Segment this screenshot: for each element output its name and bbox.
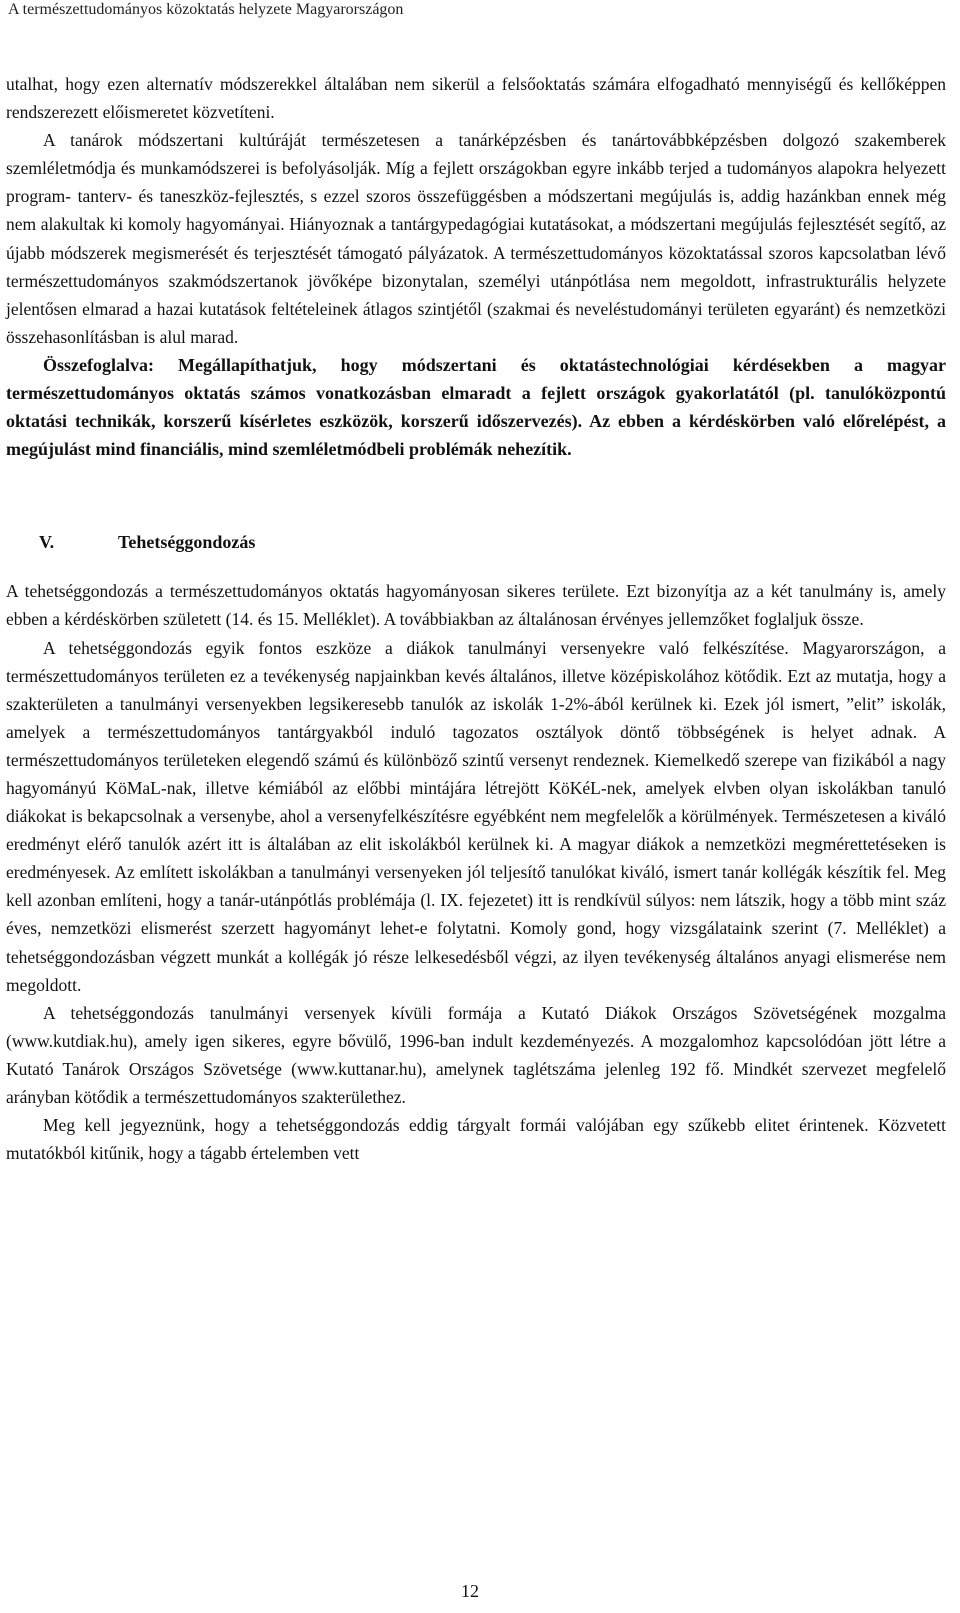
section-title: Tehetséggondozás [118, 532, 256, 553]
running-header: A természettudományos közoktatás helyzete Magyarországon [8, 1, 404, 18]
section-heading [6, 527, 946, 557]
paragraph-continuation: utalhat, hogy ezen alternatív módszerekkel általában nem sikerül a felsőoktatás számára elfogadható mennyiségű és kellőképpen rendszerezett előismeretet közvetíteni. [6, 74, 946, 123]
paragraph-research-students: A tehetséggondozás tanulmányi versenyek kívüli formája a Kutató Diákok Országos Szövetségének mozgalma (www.kutdiak.hu), amely igen sikeres, egyre bővülő, 1996-ban indult kezdeményezés. A mozgalomhoz kapcsolódóan jött létre a Kutató Tanárok Országos Szövetsége (www.kuttanar.hu), amelynek taglétszáma jelenleg 192 fő. Mindkét szervezet megfelelő arányban kötődik a természettudományos szakterülethez. [6, 1002, 946, 1107]
document-body [6, 70, 946, 1167]
paragraph-methodology: A tanárok módszertani kultúráját természetesen a tanárképzésben és tanártovábbképzésben dolgozó szakemberek szemléletmódja és munkamódszerei is befolyásolják. Míg a fejlett országokban egyre inkább terjed a tudományos alapokra helyezett program- tanterv- és taneszköz-fejlesztés, s ezzel szoros összefüggésben a módszertani megújulás is, addig hazánkban ennek még nem alakultak ki komoly hagyományai. Hiányoznak a tantárgypedagógiai kutatásokat, a módszertani megújulás fejlesztését segítő, az újabb módszerek megismerését és terjesztését támogató pályázatok. A természettudományos közoktatással szoros kapcsolatban lévő természettudományos szakmódszertanok jövőképe bizonytalan, személyi utánpótlása nem megoldott, infrastrukturális helyzete jelentősen elmarad a hazai kutatások feltételeinek átlagos szintjétől (szakmai és neveléstudományi területen egyaránt) és nemzetközi összehasonlításban is alul marad. [6, 130, 946, 347]
paragraph-elite-note: Meg kell jegyeznünk, hogy a tehetséggondozás eddig tárgyalt formái valójában egy szűkebb elitet érintenek. Közvetett mutatókból kitűnik, hogy a tágabb értelemben vett [6, 1115, 946, 1164]
paragraph-competitions: A tehetséggondozás egyik fontos eszköze a diákok tanulmányi versenyekre való felkészítése. Magyarországon, a természettudományos területen ez a tevékenység napjainkban kevés általános, illetve középiskolához kötődik. Ezt az mutatja, hogy a szakterületen a tanulmányi versenyekben legsikeresebb tanulók az iskolák 1-2%-ából kerülnek ki. Ezek jól ismert, ”elit” iskolák, amelyek a természettudományos tantárgyakból induló tagozatos osztályok döntő többségének is helyet adnak. A természettudományos területeken elegendő számú és különböző szintű versenyt rendeznek. Kiemelkedő szerepe van fizikából a nagy hagyományú KöMaL-nak, illetve kémiából az előbbi mintájára létrejött KöKéL-nek, amelyek elvben olyan iskolákban tanuló diákokat is bekapcsolnak a versenybe, ahol a versenyfelkészítésre egyébként nem megfelelők a körülmények. Természetesen a kiváló eredményt elérő tanulók azért itt is általában az elit iskolákból kerülnek ki. A magyar diákok a nemzetközi megmérettetéseken is eredményesek. Az említett iskolákban a tanulmányi versenyeken jól teljesítő tanulókat kiváló, ismert tanár kollégák készítik fel. Meg kell azonban említeni, hogy a tanár-utánpótlás problémája (l. IX. fejezetet) itt is rendkívül súlyos: nem látszik, hogy a több mint száz éves, nemzetközi elismerést szerzett hagyományt lehet-e folytatni. Komoly gond, hogy vizsgálataink szerint (7. Melléklet) a tehetséggondozásban végzett munkát a kollégák jó része lelkesedésből végzi, az ilyen tevékenység általános anyagi elismerése nem megoldott. [6, 637, 946, 995]
paragraph-talent-intro: A tehetséggondozás a természettudományos oktatás hagyományosan sikeres területe. Ezt bizonyítja az a két tanulmány is, amely ebben a kérdéskörben született (14. és 15. Melléklet). A továbbiakban az általánosan érvényes jellemzőket foglaljuk össze. [6, 581, 946, 630]
paragraph-summary: Összefoglalva: Megállapíthatjuk, hogy módszertani és oktatástechnológiai kérdésekben a magyar természettudományos oktatás számos vonatkozásban elmaradt a fejlett országok gyakorlatától (pl. tanulóközpontú oktatási technikák, korszerű kísérletes eszközök, korszerű időszervezés). Az ebben a kérdéskörben való előrelépést, a megújulást mind financiális, mind szemléletmódbeli problémák nehezítik. [6, 354, 946, 460]
section-number: V. [39, 532, 55, 553]
page-number: 12 [461, 1581, 479, 1601]
